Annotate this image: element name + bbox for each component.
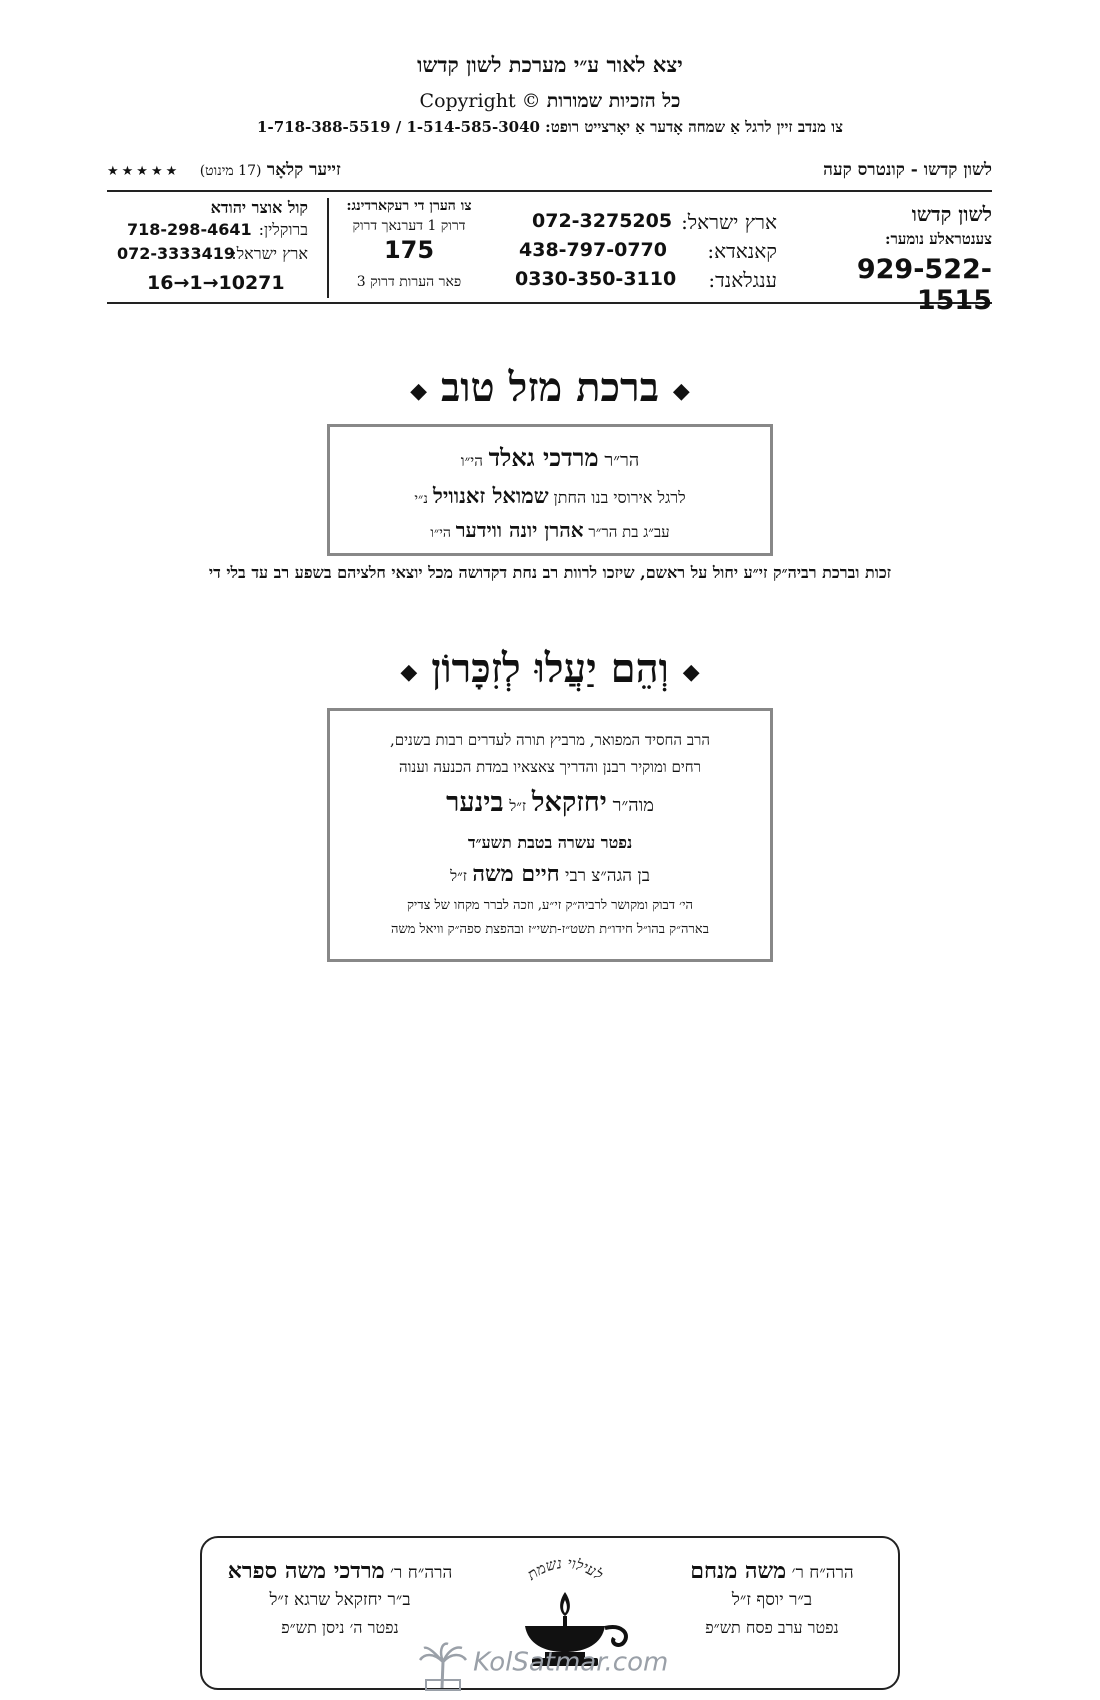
mazal-line-2: לרגל אירוסי בנו החתן שמואל זאנוויל נ״י (414, 483, 686, 508)
footer-right-person (662, 1558, 882, 1638)
england-label: ענגלאנד: (708, 268, 777, 292)
memorial-heading: ◆ וְהֵם יַעֲלוּ לְזִכָּרוֹן ◆ (400, 645, 700, 692)
central-phone[interactable]: 929-522-1515 (856, 254, 992, 316)
series-title: לשון קדשו - קונטרס קעה (823, 160, 992, 180)
israel-label: ארץ ישראל: (681, 210, 777, 234)
copyright-symbol: © (521, 90, 541, 112)
kol-israel-label: ארץ ישראל: (231, 244, 308, 263)
divider-top (107, 190, 992, 192)
sponsor-line: צו מנדב זיין לרגל אַ שמחה אָדער אַ יאָרצייט רופט: 1-514-585-3040 / 1-718-388-5519 (257, 118, 843, 136)
copyright-line (0, 90, 1100, 113)
contact-info (107, 196, 992, 316)
canada-label: קאנאדא: (707, 239, 777, 263)
mazal-blessing: זכות וברכת רביה״ק זי״ע יחול על ראשם, שיזכו לרוות רב נחת דקדושה מכל יוצאי חלציהם בשפע רב עד בלי די (208, 563, 892, 582)
brooklyn-phone[interactable]: 718-298-4641 (127, 220, 252, 239)
brooklyn-label: ברוקלין: (258, 220, 308, 239)
footer-right-date: נפטר ערב פסח תש״פ (705, 1618, 839, 1637)
info-separator (327, 198, 329, 298)
central-label: לשון קדשו (911, 202, 992, 226)
watermark-text: KolSatmar.com (473, 1647, 669, 1678)
recording-press: דרוק 1 דערנאך דרוק (352, 218, 466, 234)
england-phone[interactable]: 0330-350-3110 (515, 268, 677, 290)
footer-left-name: מרדכי משה ספרא (227, 1558, 385, 1584)
svg-text:לעילוי נשמת (523, 1554, 606, 1584)
mazal-line-3: עב״ג בת הר״ר אהרן יונה ווידער הי״ו (430, 518, 670, 542)
series-row (107, 160, 992, 186)
kol-title: קול אוצר יהודא (210, 198, 308, 217)
central-sublabel: צענטראלע נומער: (884, 230, 992, 248)
duration: (17 מינוט) (199, 163, 262, 179)
memorial-line-2: רחים ומוקיר רבנן והדריך צאצאיו במדת הכנעה וענוה (398, 758, 702, 776)
footer-right-title: הרה״ח ר׳ (791, 1563, 854, 1583)
recording-notes: פאר הערות דרוק 3 (356, 274, 462, 290)
canada-phone[interactable]: 438-797-0770 (519, 239, 667, 261)
memorial-line-6: הי׳ דבוק ומקושר לרביה״ק זי״ע, וזכה לברר מקחו של צדיק (406, 898, 694, 913)
watermark (418, 1640, 668, 1692)
central-number-block (782, 196, 992, 316)
footer-right-father: ב״ר יוסף ז״ל (731, 1590, 813, 1610)
recording-instructions (329, 196, 489, 300)
copyright-word: Copyright (419, 90, 516, 112)
speaker-info (107, 160, 341, 180)
kol-otzar-block (107, 196, 322, 300)
israel-phone[interactable]: 072-3275205 (532, 210, 673, 232)
mazal-tov-heading: ◆ ברכת מזל טוב ◆ (410, 364, 690, 411)
mazal-tov-title: ברכת מזל טוב (441, 364, 659, 411)
speaker-name: זייער קלאָר (266, 160, 341, 180)
recording-number: 175 (383, 236, 435, 264)
footer-right-name: משה מנחם (690, 1558, 787, 1584)
rights-text: כל הזכיות שמורות (546, 90, 681, 112)
footer-left-title: הרה״ח ר׳ (390, 1563, 453, 1583)
footer-left-person (210, 1558, 470, 1638)
kol-israel-phone[interactable]: 072-3333419 (117, 244, 235, 263)
country-numbers (515, 196, 777, 300)
palm-tree-icon (418, 1640, 468, 1692)
mazal-line-1: הר״ר מרדכי גאלד הי״ו (460, 443, 640, 472)
memorial-box (327, 708, 773, 962)
memorial-line-7: בארה״ק בהו״ל חידו״ת תשט״ז-תשי״ז ובהפצת ספה״ק וויאל משה (391, 922, 709, 937)
footer-left-father: ב״ר יחזקאל שרגא ז״ל (269, 1590, 411, 1610)
memorial-line-1: הרב החסיד המפואר, מרביץ תורה לעדרים רבות בשנים, (389, 731, 711, 749)
recording-title: צו הערן די רעקארדינג: (346, 198, 472, 214)
rating-stars: ★★★★★ (107, 164, 181, 179)
mazal-tov-box (327, 424, 773, 556)
footer-left-date: נפטר ה׳ ניסן תש״פ (281, 1618, 399, 1637)
publisher-line: יצא לאור ע״י מערכת לשון קדשו (417, 52, 683, 77)
memorial-title: וְהֵם יַעֲלוּ לְזִכָּרוֹן (431, 645, 669, 692)
kol-code: 16→1→10271 (147, 272, 285, 294)
memorial-line-3: מוה״ר יחזקאל ז״ל בינער (446, 787, 654, 818)
leiluy-nishmas-text: לעילוי נשמת (523, 1553, 607, 1584)
memorial-line-5: בן הגה״צ רבי חיים משה ז״ל (450, 861, 650, 887)
memorial-line-4: נפטר עשרה בטבת תשע״ד (467, 833, 633, 852)
